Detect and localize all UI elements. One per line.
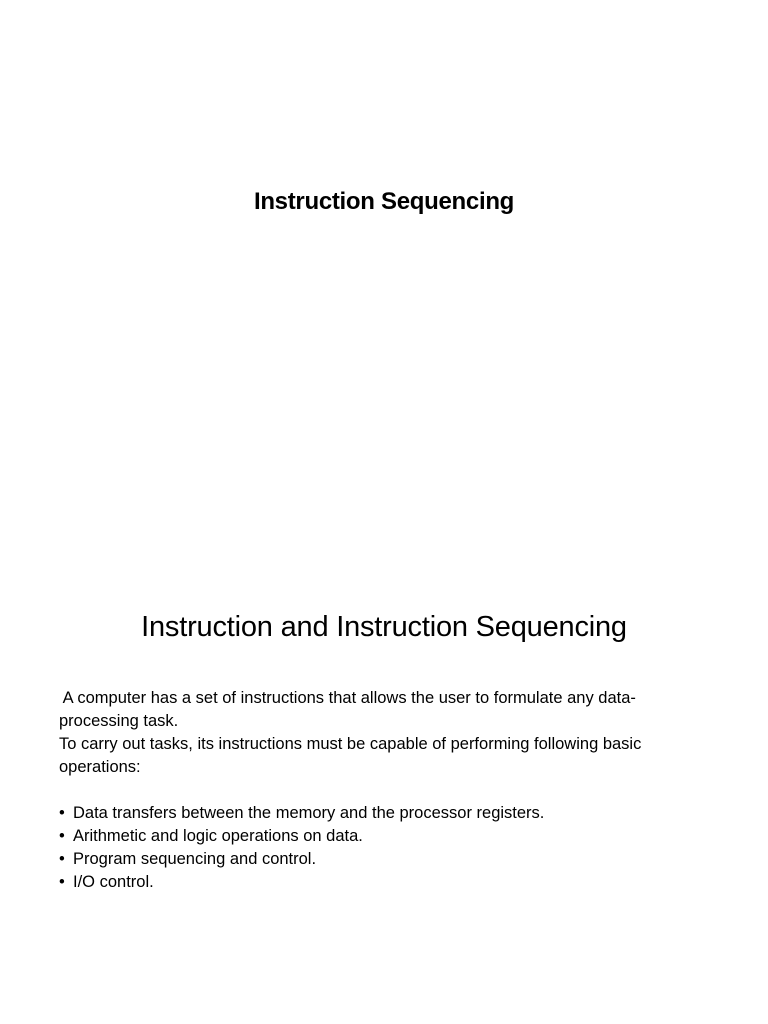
bullet-icon: • bbox=[59, 873, 65, 891]
list-item bbox=[59, 802, 699, 825]
list-item-text: Program sequencing and control. bbox=[73, 850, 317, 868]
bullet-icon: • bbox=[59, 850, 65, 868]
paragraph-spacer bbox=[59, 779, 699, 802]
bullet-icon: • bbox=[59, 827, 65, 845]
list-item-text: Arithmetic and logic operations on data. bbox=[73, 827, 363, 845]
page-title: Instruction Sequencing bbox=[253, 188, 515, 215]
section-heading: Instruction and Instruction Sequencing bbox=[141, 611, 627, 643]
bullet-icon: • bbox=[59, 804, 65, 822]
intro-line: A computer has a set of instructions that allows the user to formulate any data- bbox=[59, 689, 636, 707]
list-item bbox=[59, 825, 699, 848]
list-item-text: I/O control. bbox=[73, 873, 154, 891]
intro-line: To carry out tasks, its instructions must be capable of performing following basic bbox=[59, 735, 642, 753]
operations-list bbox=[59, 802, 699, 894]
intro-line: operations: bbox=[59, 758, 141, 776]
body-text bbox=[59, 687, 699, 894]
intro-line: processing task. bbox=[59, 712, 179, 730]
list-item bbox=[59, 848, 699, 871]
list-item bbox=[59, 871, 699, 894]
list-item-text: Data transfers between the memory and the processor registers. bbox=[73, 804, 545, 822]
